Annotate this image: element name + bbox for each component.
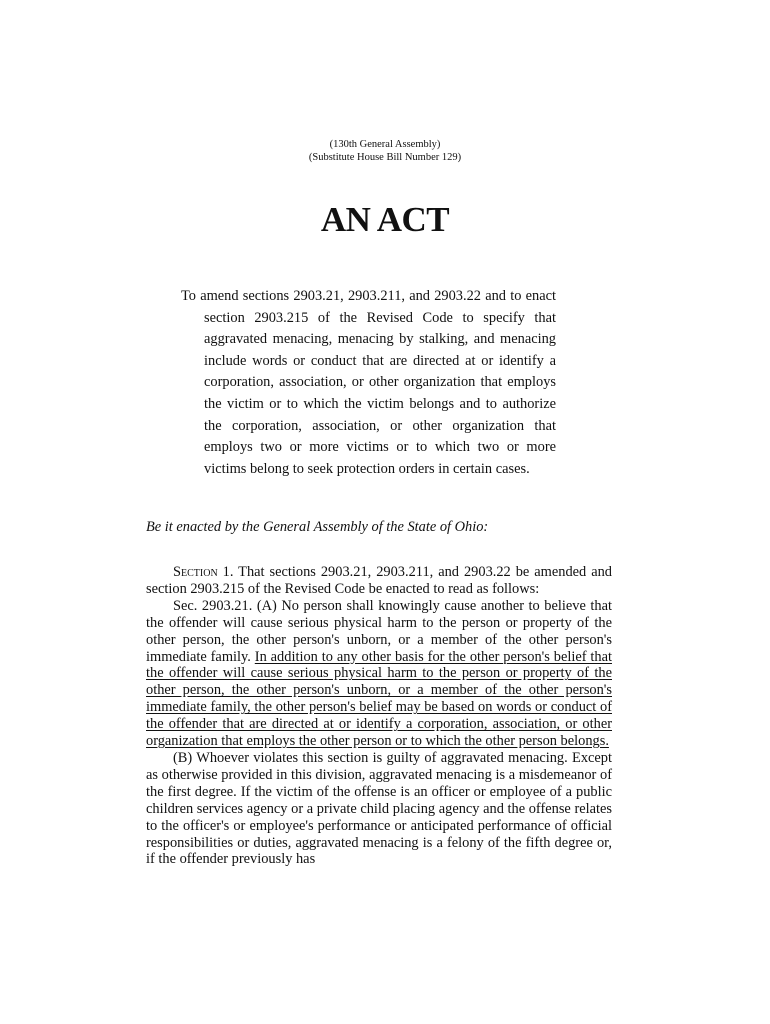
- section-1-label: Section 1.: [173, 564, 234, 580]
- act-purpose-clause: To amend sections 2903.21, 2903.211, and 2903.22 and to enact section 2903.215 of the Revised Code to specify that aggravated menacing, menacing by stalking, and menacing include words or conduct that are directed at or identify a corporation, association, or other organization that employs the victim or to which the victim belongs and to authorize the corporation, association, or other organization that employs two or more victims or to which two or more victims belong to seek protection orders in certain cases.: [181, 288, 556, 477]
- act-title: AN ACT: [320, 200, 450, 239]
- section-1-text: That sections 2903.21, 2903.211, and 2903.22 be amended and section 2903.215 of the Revised Code be enacted to read as follows:: [146, 564, 612, 597]
- act-body: [146, 564, 612, 868]
- section-1-paragraph: [146, 564, 612, 598]
- division-a-text: (A) No person shall knowingly cause another to believe that the offender will cause serious physical harm to the person or property of the other person, the other person's unborn, or a member of the other person's immediate family.: [146, 597, 612, 665]
- enacting-clause: Be it enacted by the General Assembly of the State of Ohio:: [146, 519, 489, 535]
- bill-number-line: (Substitute House Bill Number 129): [308, 152, 462, 163]
- general-assembly-line: (130th General Assembly): [329, 139, 441, 150]
- division-a-inserted-text: In addition to any other basis for the other person's belief that the offender will cause serious physical harm to the person or property of the other person, the other person's unborn, or a member of the other person's immediate family, the other person's belief may be based on words or conduct of the offender that are directed at or identify a corporation, association, or other organization that employs the other person or to which the other person belongs.: [146, 648, 612, 750]
- bill-header: [0, 138, 770, 164]
- sec-2903-21-division-a: [146, 598, 612, 750]
- sec-2903-21-label: Sec. 2903.21.: [173, 597, 253, 614]
- sec-2903-21-division-b: (B) Whoever violates this section is guilty of aggravated menacing. Except as otherwise provided in this division, aggravated menacing is a misdemeanor of the first degree. If the victim of the offense is an officer or employee of a public children services agency or a private child placing agency and the offense relates to the officer's or employee's performance or anticipated performance of official responsibilities or duties, aggravated menacing is a felony of the fifth degree or, if the offender previously has: [146, 749, 612, 868]
